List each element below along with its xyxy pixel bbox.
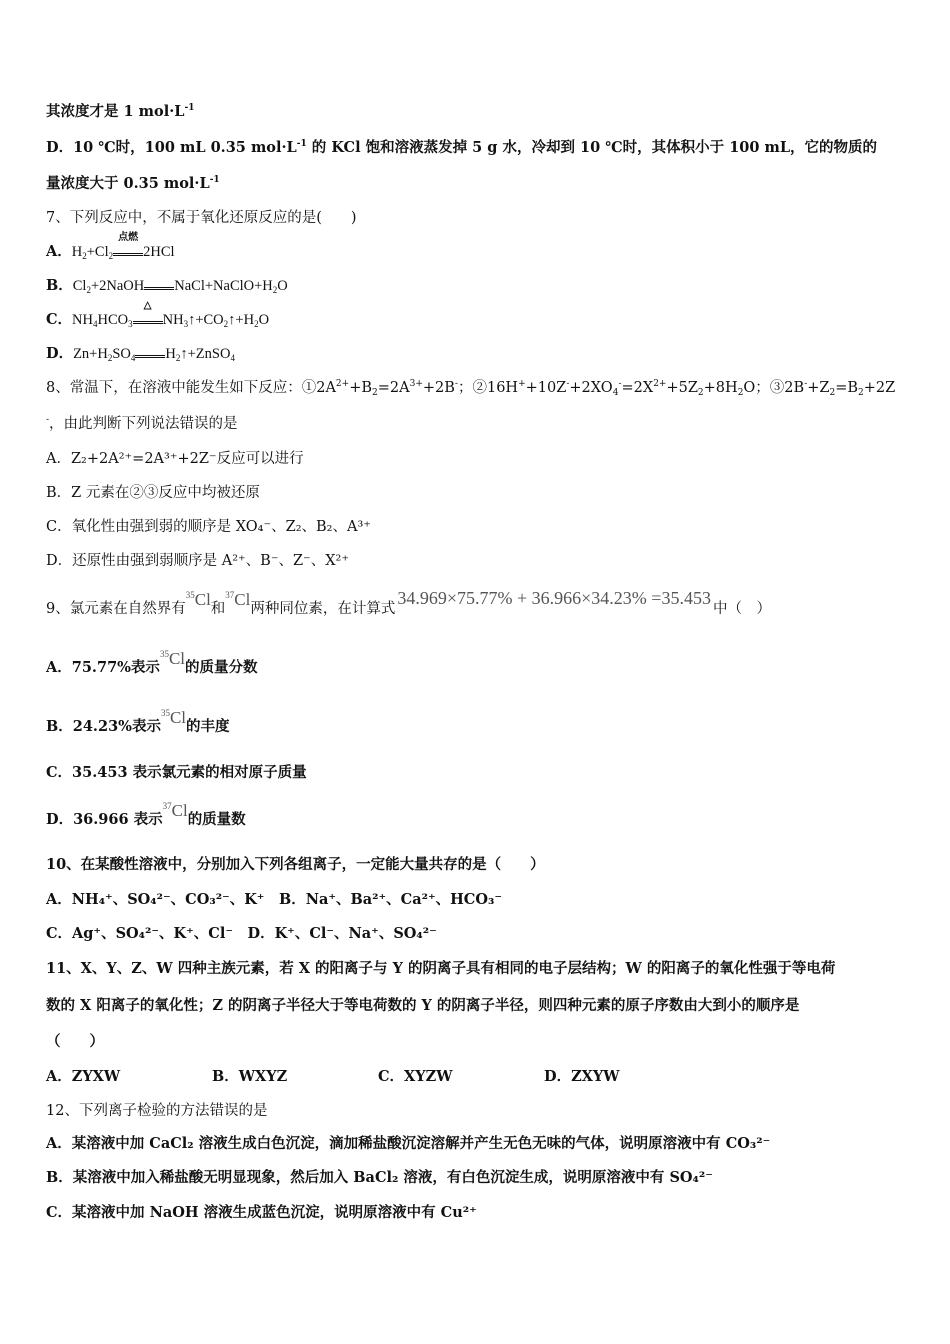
question-12-option-c: C．某溶液中加 NaOH 溶液生成蓝色沉淀，说明原溶液中有 Cu²⁺ bbox=[46, 1204, 477, 1221]
question-8-stem-line-1: 8、常温下，在溶液中能发生如下反应：$①2A^{2+}+B_2=2A^{3+}+2B^-$；$②16H^++10Z^-+2XO_4^-=2X^{2+}+5Z_2+8H_2O$；$③2B^-+Z_2=B_2+2Z$ bbox=[46, 379, 896, 398]
question-11-option-b: B．WXYZ bbox=[212, 1068, 288, 1085]
calculation-formula: 34.969×75.77% + 36.966×34.23% =35.453 bbox=[397, 588, 711, 608]
question-12-option-a: A．某溶液中加 CaCl₂ 溶液生成白色沉淀，滴加稀盐酸沉淀溶解并产生无色无味的气体，说明原溶液中有 CO₃²⁻ bbox=[46, 1135, 771, 1152]
question-8-option-b: B．Z 元素在②③反应中均被还原 bbox=[46, 485, 260, 501]
question-12-option-b: B．某溶液中加入稀盐酸无明显现象，然后加入 BaCl₂ 溶液，有白色沉淀生成，说明原溶液中有 SO₄²⁻ bbox=[46, 1169, 713, 1186]
question-8-stem-line-2: -，由此判断下列说法错误的是 bbox=[46, 415, 238, 432]
question-8-option-d: D．还原性由强到弱顺序是 A²⁺、B⁻、Z⁻、X²⁺ bbox=[46, 553, 349, 569]
equals-sign bbox=[135, 346, 165, 358]
isotope-cl-35: $^{35}$Cl bbox=[160, 708, 187, 727]
question-10-stem: 10、在某酸性溶液中，分别加入下列各组离子，一定能大量共存的是（ ） bbox=[46, 856, 545, 873]
question-11-stem-line-3: （ ） bbox=[46, 1033, 104, 1050]
question-9-option-a: A．75.77%表示$^{35}$Cl的质量分数 bbox=[46, 649, 258, 676]
question-8-option-a: A．Z₂+2A²⁺=2A³⁺+2Z⁻反应可以进行 bbox=[46, 451, 304, 467]
equals-sign bbox=[144, 278, 174, 290]
continued-text-line-1: 其浓度才是 1 $mol\cdot L^{-1}$ bbox=[46, 103, 195, 120]
heat-condition-arrow: △ bbox=[133, 312, 163, 324]
question-7-option-d: D．$Zn+H_2SO_4$ $H_2↑+ZnSO_4$ bbox=[46, 345, 235, 363]
isotope-cl-37: $^{37}$Cl bbox=[162, 801, 188, 820]
question-11-option-a: A．ZYXW bbox=[46, 1068, 121, 1085]
question-7-option-c: C．$NH_4HCO_3$ △ $NH_3↑+CO_2↑+H_2O$ bbox=[46, 300, 270, 329]
question-7-option-a: A．$H_2+Cl_2$ 点燃 2HCl bbox=[46, 232, 175, 261]
isotope-cl-35: $^{35}$Cl bbox=[185, 590, 211, 609]
question-10-options-cd: C．Ag⁺、SO₄²⁻、K⁺、Cl⁻ D．K⁺、Cl⁻、Na⁺、SO₄²⁻ bbox=[46, 925, 437, 942]
question-11-option-c: C．XYZW bbox=[378, 1068, 453, 1085]
question-11-options bbox=[46, 1067, 620, 1087]
isotope-cl-35: $^{35}$Cl bbox=[159, 649, 185, 668]
continued-text-line-3: 量浓度大于 0.35 $mol\cdot L^{-1}$ bbox=[46, 175, 220, 192]
question-9-stem: 9、氯元素在自然界有$^{35}$Cl和$^{37}$Cl两种同位素，在计算式34.969×75.77% + 36.966×34.23% =35.453中（ ） bbox=[46, 588, 771, 617]
question-9-option-c: C．35.453 表示氯元素的相对原子质量 bbox=[46, 764, 307, 781]
question-9-option-b: B．24.23%表示$^{35}$Cl的丰度 bbox=[46, 708, 230, 735]
question-12-stem: 12、下列离子检验的方法错误的是 bbox=[46, 1103, 268, 1119]
question-9-option-d: D．36.966 表示$^{37}$Cl的质量数 bbox=[46, 801, 246, 828]
question-7-option-b: B．$Cl_2+2NaOH$ $NaCl+NaClO+H_2O$ bbox=[46, 277, 288, 295]
question-11-stem-line-1: 11、X、Y、Z、W 四种主族元素，若 X 的阳离子与 Y 的阴离子具有相同的电子层结构；W 的阳离子的氧化性强于等电荷 bbox=[46, 960, 836, 977]
question-8-option-c: C．氧化性由强到弱的顺序是 XO₄⁻、Z₂、B₂、A³⁺ bbox=[46, 519, 371, 535]
question-10-options-ab: A．NH₄⁺、SO₄²⁻、CO₃²⁻、K⁺ B．Na⁺、Ba²⁺、Ca²⁺、HCO₃⁻ bbox=[46, 891, 502, 908]
question-11-option-d: D．ZXYW bbox=[544, 1068, 620, 1085]
question-11-stem-line-2: 数的 X 阳离子的氧化性；Z 的阴离子半径大于等电荷数的 Y 的阴离子半径，则四种元素的原子序数由大到小的顺序是 bbox=[46, 997, 800, 1014]
isotope-cl-37: $^{37}$Cl bbox=[225, 590, 251, 609]
option-d-prev-question: D．10 ℃时，100 mL 0.35 $mol\cdot L^{-1}$ 的 KCl 饱和溶液蒸发掉 5 g 水，冷却到 10 ℃时，其体积小于 100 mL，它的物质的 bbox=[46, 139, 878, 156]
reaction-condition-arrow: 点燃 bbox=[113, 244, 143, 256]
question-7-stem: 7、下列反应中，不属于氧化还原反应的是( ) bbox=[46, 210, 357, 226]
